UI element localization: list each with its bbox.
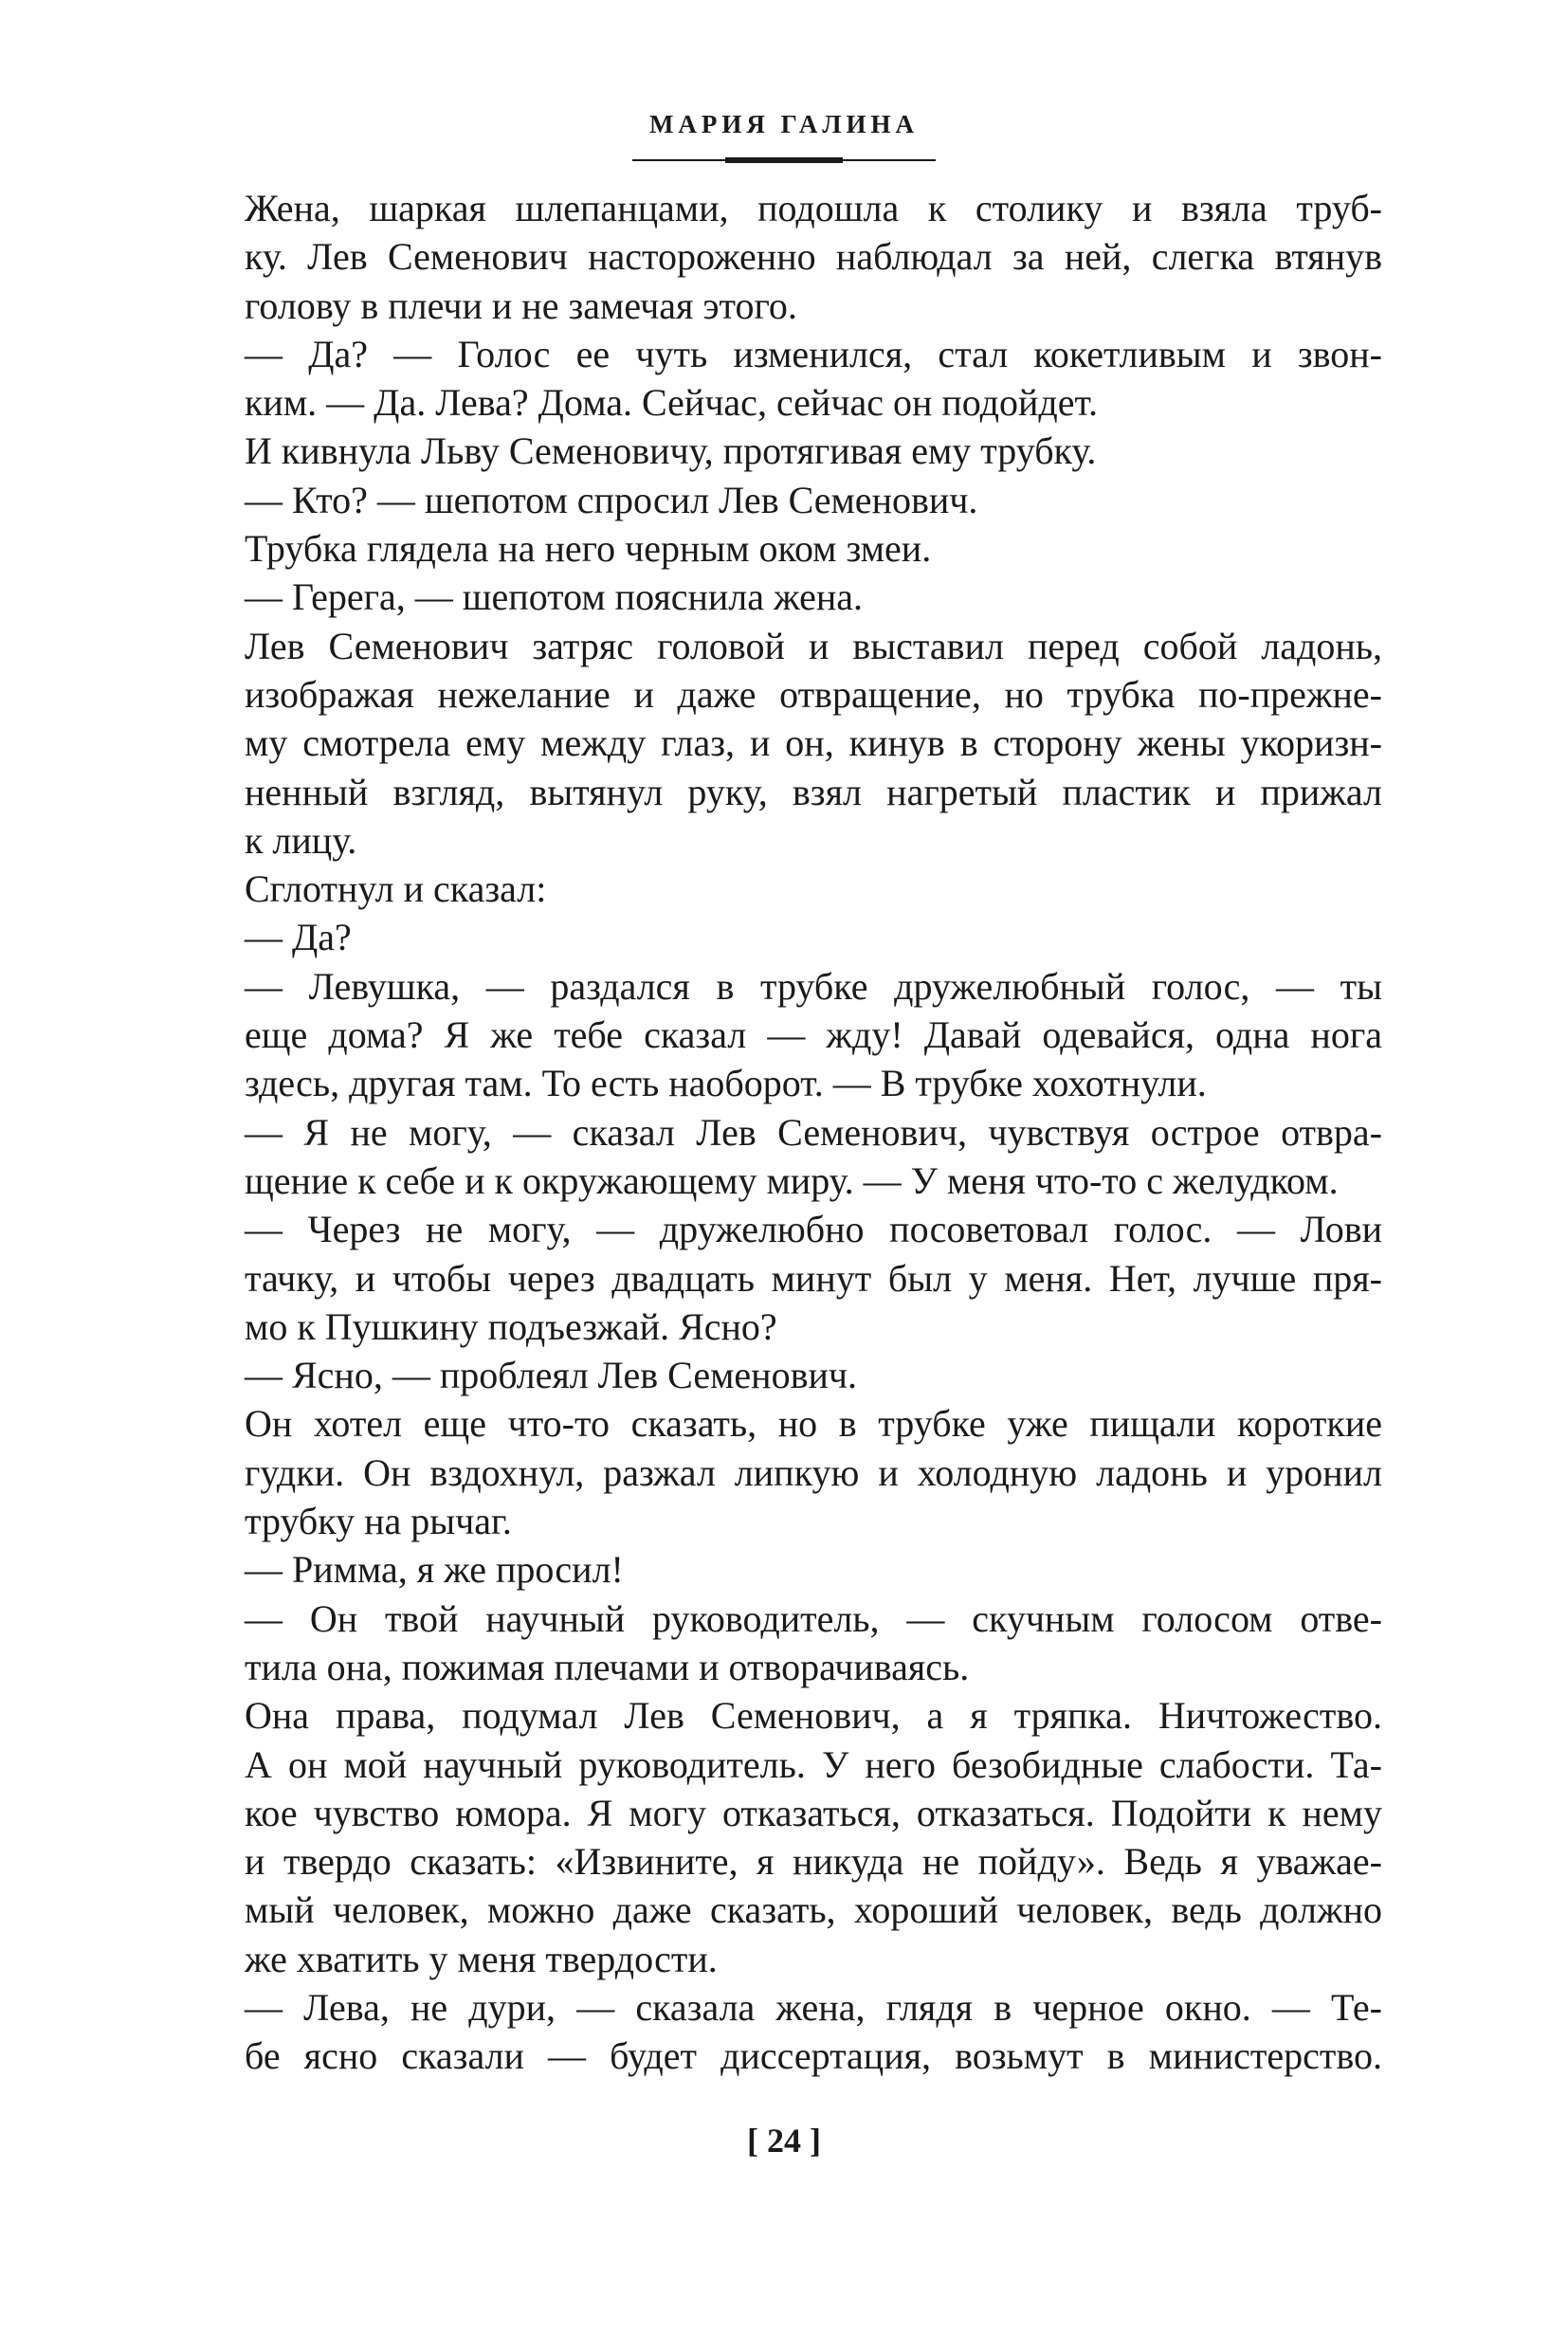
text-line: бе ясно сказали — будет диссертация, возьмут в министерство. (245, 2034, 1382, 2078)
text-line: здесь, другая там. То есть наоборот. — В трубке хохотнули. (245, 1062, 1207, 1105)
text-line: Она права, подумал Лев Семенович, а я тряпка. Ничтожество. (245, 1694, 1382, 1738)
text-line: Он хотел еще что-то сказать, но в трубке уже пищали короткие (245, 1402, 1382, 1446)
text-line: ненный взгляд, вытянул руку, взял нагретый пластик и прижал (245, 770, 1382, 813)
text-line: ким. — Да. Лева? Дома. Сейчас, сейчас он подойдет. (245, 381, 1098, 425)
text-line: — Лева, не дури, — сказала жена, глядя в черное окно. — Те- (245, 1985, 1382, 2029)
text-line: кое чувство юмора. Я могу отказаться, отказаться. Подойти к нему (245, 1791, 1382, 1834)
text-line: мый человек, можно даже сказать, хороший человек, ведь должно (245, 1888, 1382, 1932)
text-line: мо к Пушкину подъезжай. Ясно? (245, 1304, 777, 1348)
text-line: А он мой научный руководитель. У него безобидные слабости. Та- (245, 1742, 1382, 1786)
running-head: МАРИЯ ГАЛИНА (648, 110, 920, 138)
text-line: — Кто? — шепотом спросил Лев Семенович. (245, 478, 978, 521)
text-line: — Римма, я же просил! (245, 1548, 624, 1592)
text-line: Трубка глядела на него черным оком змеи. (245, 527, 932, 571)
text-line: ку. Лев Семенович настороженно наблюдал за ней, слегка втянув (245, 235, 1382, 279)
text-line: — Ясно, — проблеял Лев Семенович. (245, 1354, 857, 1397)
text-line: — Я не могу, — сказал Лев Семенович, чувствуя острое отвра- (245, 1110, 1382, 1154)
text-line: же хватить у меня твердости. (245, 1937, 718, 1980)
text-line: к лицу. (245, 818, 357, 862)
body-text (245, 184, 1382, 2081)
text-line: — Да? (245, 916, 352, 959)
text-line: Сглотнул и сказал: (245, 867, 547, 911)
text-line: щение к себе и к окружающему миру. — У меня что-то с желудком. (245, 1158, 1339, 1202)
text-line: Лев Семенович затряс головой и выставил перед собой ладонь, (245, 624, 1382, 667)
text-line: — Левушка, — раздался в трубке дружелюбный голос, — ты (245, 964, 1382, 1008)
page-number: [ 24 ] (747, 2122, 821, 2160)
text-line: голову в плечи и не замечая этого. (245, 283, 797, 327)
text-line: трубку на рычаг. (245, 1500, 512, 1543)
text-line: и твердо сказать: «Извините, я никуда не пойду». Ведь я уважае- (245, 1840, 1382, 1884)
header-rule-accent (725, 157, 843, 163)
text-line: еще дома? Я же тебе сказал — жду! Давай одевайся, одна нога (245, 1013, 1382, 1057)
text-line: му смотрела ему между глаз, и он, кинув в сторону жены укоризн- (245, 721, 1382, 765)
text-line: — Через не могу, — дружелюбно посоветовал голос. — Лови (245, 1208, 1382, 1251)
text-line: изображая нежелание и даже отвращение, но трубка по-прежне- (245, 672, 1382, 716)
text-line: тачку, и чтобы через двадцать минут был у меня. Нет, лучше пря- (245, 1256, 1382, 1300)
text-line: — Он твой научный руководитель, — скучным голосом отве- (245, 1596, 1382, 1640)
text-line: тила она, пожимая плечами и отворачиваясь. (245, 1645, 970, 1688)
text-line: Жена, шаркая шлепанцами, подошла к столику и взяла труб- (245, 187, 1382, 229)
text-line: И кивнула Льву Семеновичу, протягивая ему трубку. (245, 429, 1097, 473)
text-line: — Да? — Голос ее чуть изменился, стал кокетливым и звон- (245, 332, 1382, 375)
text-line: гудки. Он вздохнул, разжал липкую и холодную ладонь и уронил (245, 1450, 1382, 1494)
text-line: — Герега, — шепотом пояснила жена. (245, 575, 864, 619)
